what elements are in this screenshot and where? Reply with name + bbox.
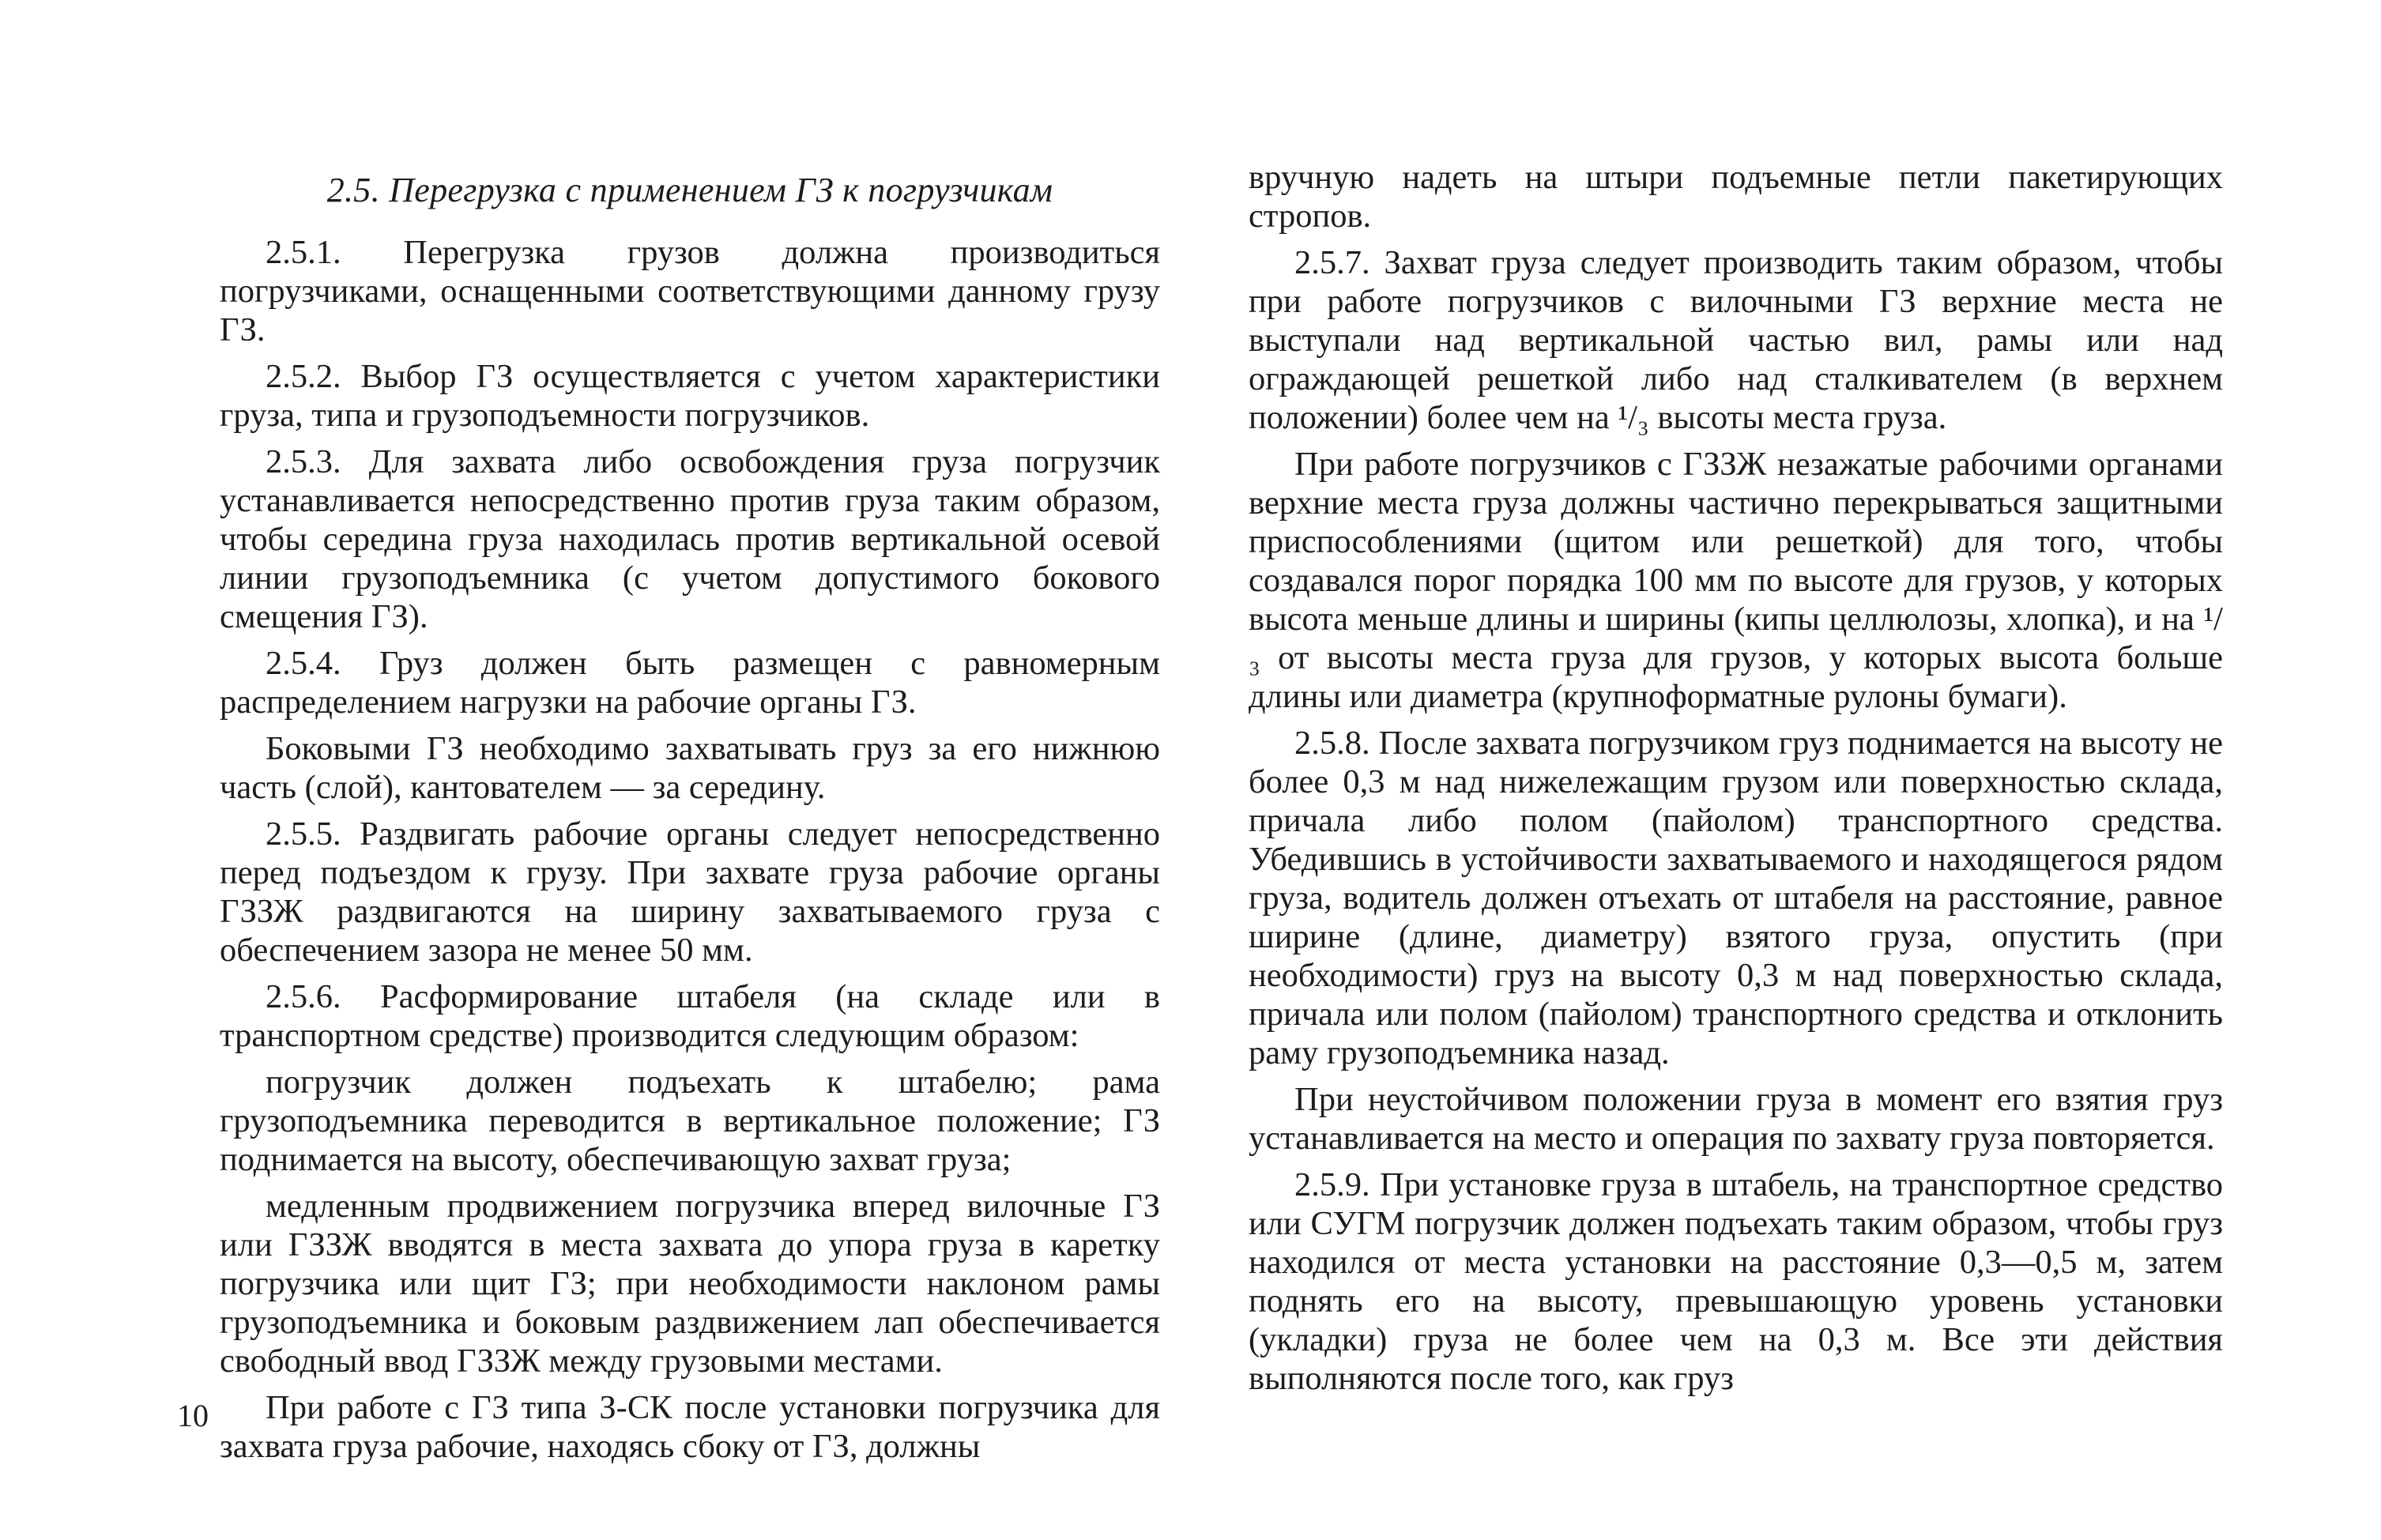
section-heading: 2.5. Перегрузка с применением ГЗ к погрузчикам [326,171,1053,209]
right-column [1249,158,2223,1406]
paragraph-gzzj-work: При работе погрузчиков с ГЗЗЖ незажатые рабочими органами верхние места груза должны частично перекрываться защитными приспособлениями (щитом или решеткой) для того, чтобы создавался порог порядка 100 мм по высоте для грузов, у которых высота меньше длины и ширины (кипы целлюлозы, хлопка), и на ¹/₃ от высоты места груза для грузов, у которых высота больше длины или диаметра (крупноформатные рулоны бумаги). [1249,446,2223,715]
paragraph-step-approach: погрузчик должен подъехать к штабелю; рама грузоподъемника переводится в вертикальное положение; ГЗ поднимается на высоту, обеспечивающую захват груза; [220,1064,1160,1178]
paragraph-unstable: При неустойчивом положении груза в момент его взятия груз устанавливается на место и операция по захвату груза повторяется. [1249,1081,2223,1157]
paragraph-step-insert: медленным продвижением погрузчика вперед вилочные ГЗ или ГЗЗЖ вводятся в места захвата до упора груза в каретку погрузчика или щит ГЗ; при необходимости наклоном рамы грузоподъемника и боковым раздвижением лап обеспечивается свободный ввод ГЗЗЖ между грузовыми местами. [220,1188,1160,1380]
paragraph-2-5-2: 2.5.2. Выбор ГЗ осуществляется с учетом характеристики груза, типа и грузоподъемности погрузчиков. [220,358,1160,434]
paragraph-side-clamps: Боковыми ГЗ необходимо захватывать груз за его нижнюю часть (слой), кантователем — за середину. [220,730,1160,806]
paragraph-2-5-8: 2.5.8. После захвата погрузчиком груз поднимается на высоту не более 0,3 м над нижележащим грузом или поверхностью склада, причала либо полом (пайолом) транспортного средства. Убедившись в устойчивости захватываемого и находящегося рядом груза, водитель должен отъехать от штабеля на расстояние, равное ширине (длине, диаметру) взятого груза, опустить (при необходимости) груз на высоту 0,3 м над поверхностью склада, причала или полом (пайолом) транспортного средства и отклонить раму грузоподъемника назад. [1249,725,2223,1071]
paragraph-2-5-7: 2.5.7. Захват груза следует производить таким образом, чтобы при работе погрузчиков с вилочными ГЗ верхние места не выступали над вертикальной частью вил, рамы или над ограждающей решеткой либо над сталкивателем (в верхнем положении) более чем на ¹/₃ высоты места груза. [1249,244,2223,436]
page-number: 10 [177,1398,209,1433]
paragraph-continued: вручную надеть на штыри подъемные петли пакетирующих стропов. [1249,159,2223,235]
left-column [220,158,1160,1474]
paragraph-2-5-3: 2.5.3. Для захвата либо освобождения груза погрузчик устанавливается непосредственно против груза таким образом, чтобы середина груза находилась против вертикальной осевой линии грузоподъемника (с учетом допустимого бокового смещения ГЗ). [220,443,1160,635]
paragraph-2-5-5: 2.5.5. Раздвигать рабочие органы следует непосредственно перед подъездом к грузу. При захвате груза рабочие органы ГЗЗЖ раздвигаются на ширину захватываемого груза с обеспечением зазора не менее 50 мм. [220,815,1160,969]
paragraph-z-sk: При работе с ГЗ типа З-СК после установки погрузчика для захвата груза рабочие, находясь сбоку от ГЗ, должны [220,1389,1160,1465]
paragraph-2-5-9: 2.5.9. При установке груза в штабель, на транспортное средство или СУГМ погрузчик должен подъехать таким образом, чтобы груз находился от места установки на расстояние 0,3—0,5 м, затем поднять его на высоту, превышающую уровень установки (укладки) груза не более чем на 0,3 м. Все эти действия выполняются после того, как груз [1249,1166,2223,1397]
paragraph-2-5-1: 2.5.1. Перегрузка грузов должна производиться погрузчиками, оснащенными соответствующими данному грузу ГЗ. [220,234,1160,348]
paragraph-2-5-4: 2.5.4. Груз должен быть размещен с равномерным распределением нагрузки на рабочие органы ГЗ. [220,645,1160,721]
paragraph-2-5-6: 2.5.6. Расформирование штабеля (на складе или в транспортном средстве) производится следующим образом: [220,978,1160,1054]
